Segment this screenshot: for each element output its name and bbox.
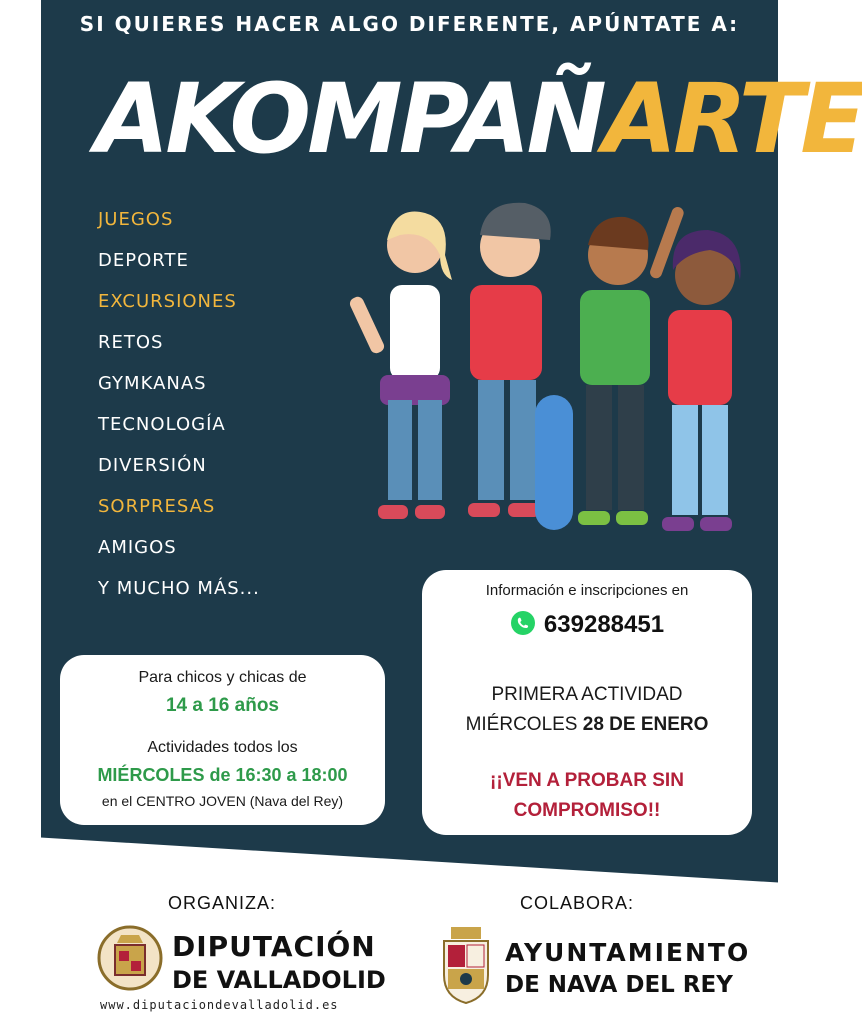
phone-number[interactable]: 639288451 xyxy=(543,611,665,638)
kid-figure xyxy=(348,212,452,519)
first-activity-date xyxy=(422,714,752,736)
tagline: SI QUIERES HACER ALGO DIFERENTE, APÚNTATE A: xyxy=(79,12,740,36)
org-name-line1: DIPUTACIÓN xyxy=(172,930,376,963)
ayuntamiento-crest-icon xyxy=(436,925,496,1005)
colabora-label: COLABORA: xyxy=(520,893,635,913)
activity-item: RETOS xyxy=(98,332,164,353)
colab-name-line1: AYUNTAMIENTO xyxy=(505,938,751,967)
date-day: 28 DE ENERO xyxy=(582,714,709,735)
diputacion-seal-icon xyxy=(97,925,163,991)
info-label: Información e inscripciones en xyxy=(485,582,689,599)
cta-line-1: ¡¡VEN A PROBAR SIN xyxy=(490,770,684,791)
poster-title xyxy=(95,62,862,177)
kid-figure xyxy=(468,203,573,530)
activity-item: Y MUCHO MÁS... xyxy=(98,578,260,599)
activity-item: TECNOLOGÍA xyxy=(98,414,226,435)
audience-label: Para chicos y chicas de xyxy=(138,669,307,686)
location: en el CENTRO JOVEN (Nava del Rey) xyxy=(101,793,344,809)
org-name-line2: DE VALLADOLID xyxy=(172,966,386,994)
whatsapp-icon xyxy=(510,610,536,640)
organiza-label: ORGANIZA: xyxy=(168,893,277,913)
cta-line-2: COMPROMISO!! xyxy=(513,800,661,821)
kid-figure xyxy=(662,230,741,531)
activities-list xyxy=(98,205,260,615)
kids-illustration xyxy=(340,185,755,555)
contact-card xyxy=(422,570,752,835)
phone-row xyxy=(422,610,752,640)
activity-item: EXCURSIONES xyxy=(98,291,237,312)
org-url[interactable]: www.diputaciondevalladolid.es xyxy=(100,998,339,1012)
schedule-label: Actividades todos los xyxy=(147,739,298,756)
activity-item: DIVERSIÓN xyxy=(98,455,207,476)
activity-item: JUEGOS xyxy=(98,209,174,230)
activity-item: SORPRESAS xyxy=(98,496,216,517)
date-weekday: MIÉRCOLES xyxy=(465,714,578,735)
schedule-time: MIÉRCOLES de 16:30 a 18:00 xyxy=(97,765,348,785)
age-range: 14 a 16 años xyxy=(165,695,280,716)
activity-item: DEPORTE xyxy=(98,250,189,271)
colab-name-line2: DE NAVA DEL REY xyxy=(505,972,733,998)
activity-item: GYMKANAS xyxy=(98,373,207,394)
title-part-white: AKOMPAÑ xyxy=(95,63,603,175)
title-part-yellow: ARTE xyxy=(602,63,862,175)
first-activity-label: PRIMERA ACTIVIDAD xyxy=(491,684,683,705)
audience-card xyxy=(60,655,385,825)
activity-item: AMIGOS xyxy=(98,537,177,558)
